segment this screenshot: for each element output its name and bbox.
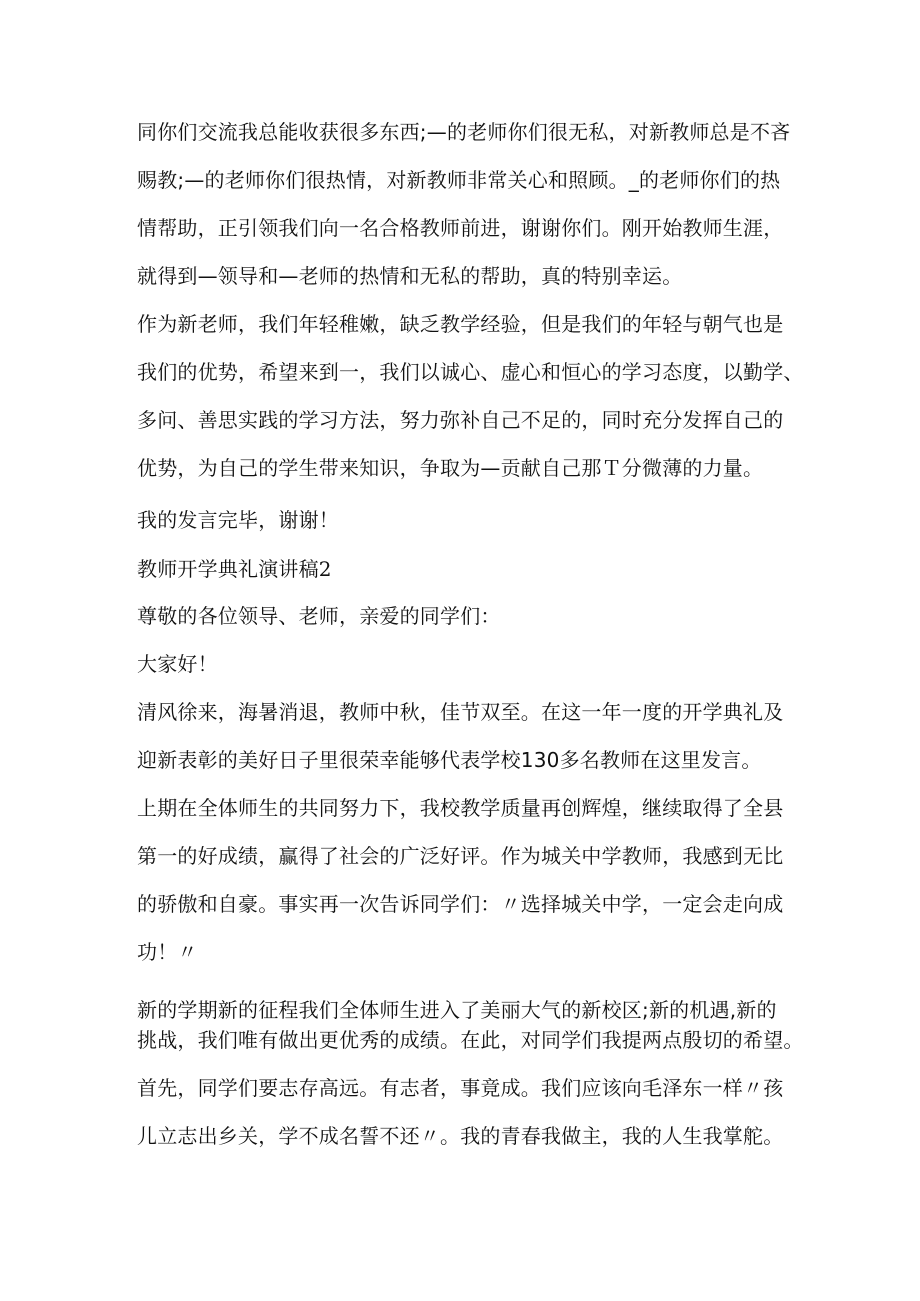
- paragraph-line: 儿立志出乡关，学不成名誓不还〃。我的青春我做主，我的人生我掌舵。: [137, 1124, 784, 1148]
- paragraph-line: 上期在全体师生的共同努力下，我校教学质量再创辉煌，继续取得了全县: [137, 796, 784, 820]
- paragraph-line: 迎新表彰的美好日子里很荣幸能够代表学校130多名教师在这里发言。: [137, 748, 762, 772]
- paragraph-line: 挑战，我们唯有做出更优秀的成绩。在此，对同学们我提两点殷切的希望。: [137, 1028, 804, 1052]
- paragraph-line: 第一的好成绩，赢得了社会的广泛好评。作为城关中学教师，我感到无比: [137, 844, 784, 868]
- paragraph-line: 我的发言完毕，谢谢！: [137, 508, 339, 532]
- paragraph-line: 优势，为自己的学生带来知识，争取为—贡献自己那Ｔ分微薄的力量。: [137, 456, 764, 480]
- paragraph-line: 多问、善思实践的学习方法，努力弥补自己不足的，同时充分发挥自己的: [137, 408, 784, 432]
- paragraph-line: 作为新老师，我们年轻稚嫩，缺乏教学经验，但是我们的年轻与朝气也是: [137, 312, 784, 336]
- section-title: 教师开学典礼演讲稿2: [137, 557, 332, 581]
- paragraph-line: 功！〃: [137, 940, 198, 964]
- paragraph-line: 新的学期新的征程我们全体师生进入了美丽大气的新校区;新的机遇,新的: [137, 998, 777, 1022]
- paragraph-line: 我们的优势，希望来到一，我们以诚心、虚心和恒心的学习态度，以勤学、: [137, 360, 804, 384]
- paragraph-line: 赐教;—的老师你们很热情，对新教师非常关心和照顾。_的老师你们的热: [137, 168, 781, 192]
- paragraph-line: 首先，同学们要志存高远。有志者，事竟成。我们应该向毛泽东一样〃孩: [137, 1076, 784, 1100]
- greeting-line: 大家好！: [137, 652, 218, 676]
- paragraph-line: 同你们交流我总能收获很多东西;—的老师你们很无私，对新教师总是不吝: [137, 120, 791, 144]
- paragraph-line: 情帮助，正引领我们向一名合格教师前进，谢谢你们。刚开始教师生涯，: [137, 216, 784, 240]
- paragraph-line: 就得到—领导和—老师的热情和无私的帮助，真的特别幸运。: [137, 264, 683, 288]
- paragraph-line: 的骄傲和自豪。事实再一次告诉同学们：〃选择城关中学，一定会走向成: [137, 892, 784, 916]
- paragraph-line: 清风徐来，海暑消退，教师中秋，佳节双至。在这一年一度的开学典礼及: [137, 700, 784, 724]
- salutation-line: 尊敬的各位领导、老师，亲爱的同学们：: [137, 604, 501, 628]
